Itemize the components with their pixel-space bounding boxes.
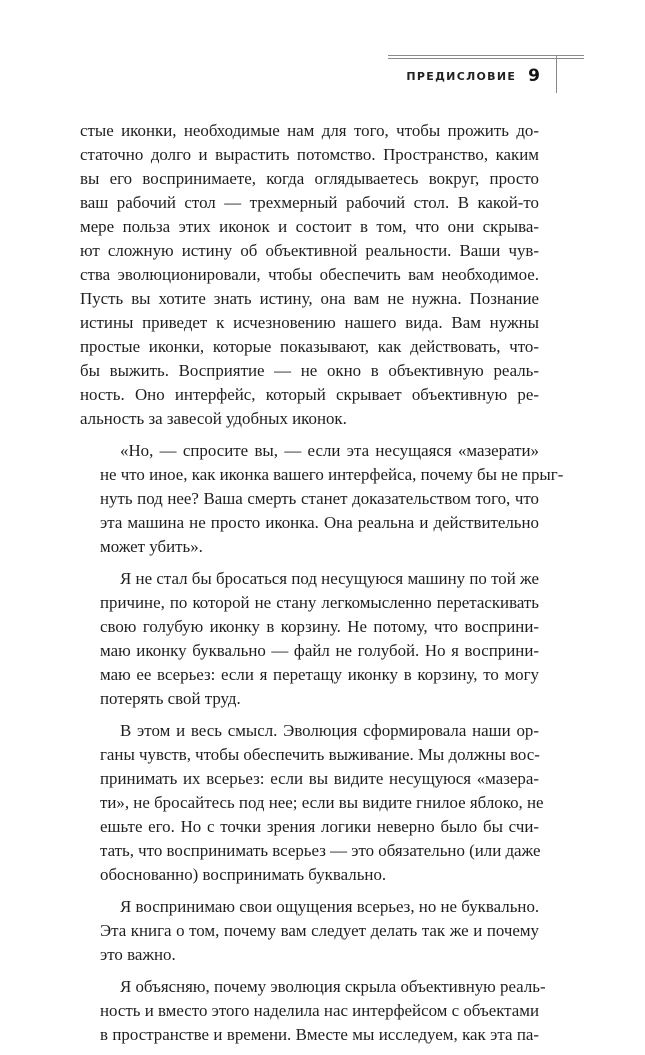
text-line: обоснованно) воспринимать буквально. (100, 865, 387, 884)
text-line: Я не стал бы бросаться под несущуюся машину по той же (120, 569, 539, 588)
page-number: 9 (528, 66, 540, 86)
text-line: В этом и весь смысл. Эволюция сформировала наши ор- (120, 721, 539, 740)
running-head (380, 66, 540, 86)
header-rule-2 (388, 58, 584, 59)
text-line: ства эволюционировали, чтобы обеспечить вам необходимое. (80, 265, 539, 284)
text-line: маю ее всерьез: если я перетащу иконку в корзину, то могу (100, 665, 539, 684)
header-rule-1 (388, 55, 584, 56)
text-line: не что иное, как иконка вашего интерфейса, почему бы не прыг- (100, 465, 564, 484)
header-vertical-rule (556, 55, 557, 93)
text-line: ют сложную истину об объективной реальности. Ваши чув- (80, 241, 539, 260)
text-line: Я объясняю, почему эволюция скрыла объективную реаль- (120, 977, 546, 996)
text-line: бы выжить. Восприятие — не окно в объективную реаль- (80, 361, 539, 380)
paragraph-1 (80, 119, 539, 431)
text-line: это важно. (100, 945, 176, 964)
text-line: может убить». (100, 537, 203, 556)
text-line: Эта книга о том, почему вам следует делать так же и почему (100, 921, 539, 940)
paragraph-2 (80, 439, 564, 559)
text-line: истины приведет к исчезновению нашего вида. Вам нужны (80, 313, 539, 332)
paragraph-3 (80, 567, 539, 711)
header-rules (388, 55, 584, 61)
text-line: статочно долго и вырастить потомство. Пространство, каким (80, 145, 539, 164)
text-line: нуть под нее? Ваша смерть станет доказательством того, что (100, 489, 539, 508)
text-line: ешьте его. Но с точки зрения логики неверно было бы счи- (100, 817, 539, 836)
text-line: Пусть вы хотите знать истину, она вам не нужна. Познание (80, 289, 539, 308)
paragraph-6 (80, 975, 546, 1047)
text-line: вы его воспринимаете, когда оглядываетесь вокруг, просто (80, 169, 539, 188)
text-line: свою голубую иконку в корзину. Не потому, что восприни- (100, 617, 539, 636)
text-line: принимать их всерьез: если вы видите несущуюся «мазера- (100, 769, 539, 788)
text-line: ность и вместо этого наделила нас интерфейсом с объектами (100, 1001, 539, 1020)
text-line: ность. Оно интерфейс, который скрывает объективную ре- (80, 385, 539, 404)
text-line: «Но, — спросите вы, — если эта несущаяся «мазерати» (120, 441, 539, 460)
text-line: в пространстве и времени. Вместе мы исследуем, как эта па- (100, 1025, 539, 1044)
text-line: мере польза этих иконок и состоит в том, что они скрыва- (80, 217, 539, 236)
text-line: маю иконку буквально — файл не голубой. Но я восприни- (100, 641, 539, 660)
text-line: причине, по которой не стану легкомысленно перетаскивать (100, 593, 539, 612)
text-line: Я воспринимаю свои ощущения всерьез, но не буквально. (120, 897, 540, 916)
text-line: альность за завесой удобных иконок. (80, 409, 347, 428)
paragraph-4 (80, 719, 544, 887)
text-line: ганы чувств, чтобы обеспечить выживание. Мы должны вос- (100, 745, 540, 764)
body-text (80, 119, 564, 1055)
text-line: стые иконки, необходимые нам для того, чтобы прожить до- (80, 121, 539, 140)
text-line: потерять свой труд. (100, 689, 241, 708)
text-line: эта машина не просто иконка. Она реальна и действительно (100, 513, 539, 532)
text-line: ваш рабочий стол — трехмерный рабочий стол. В какой-то (80, 193, 539, 212)
section-title: ПРЕДИСЛОВИЕ (406, 69, 517, 83)
text-line: ти», не бросайтесь под нее; если вы видите гнилое яблоко, не (100, 793, 544, 812)
text-line: простые иконки, которые показывают, как действовать, что- (80, 337, 539, 356)
paragraph-5 (80, 895, 539, 967)
text-line: тать, что воспринимать всерьез — это обязательно (или даже (100, 841, 541, 860)
